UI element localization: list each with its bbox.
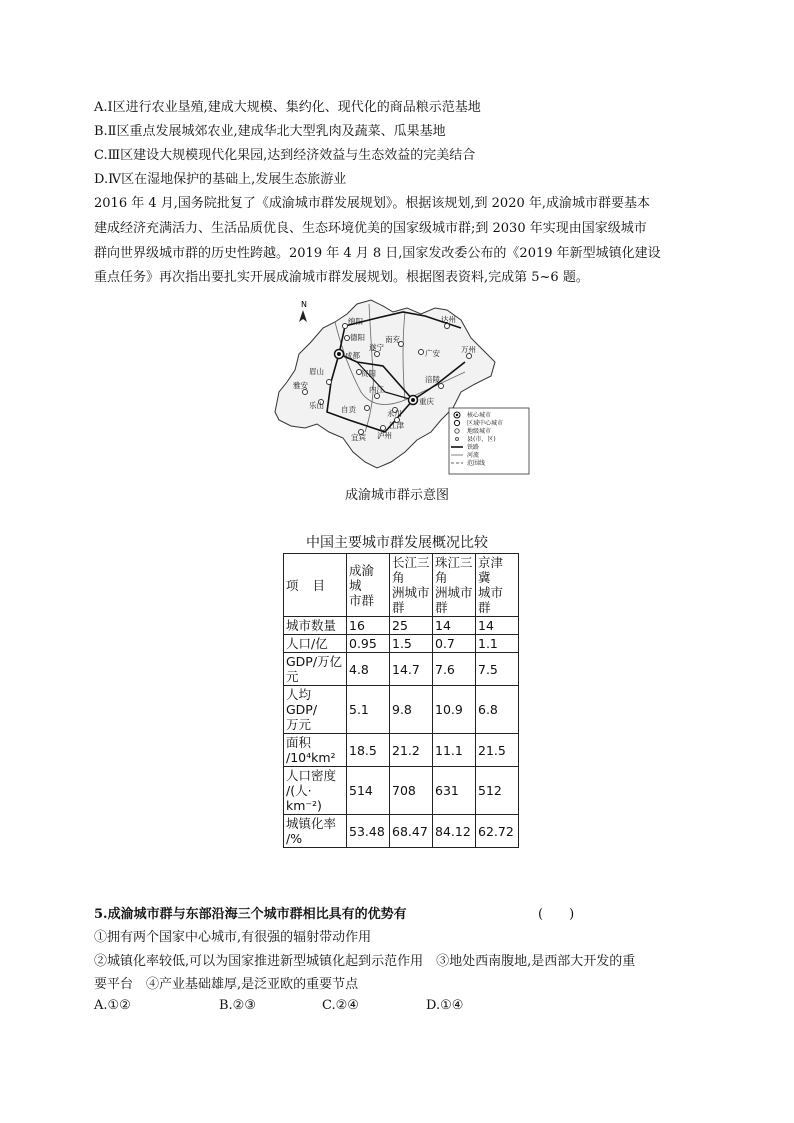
city-label: 雅安: [293, 381, 308, 390]
answer-bracket: ( ): [538, 907, 575, 922]
intro-line-3: 群向世界级城市群的历史性跨越。2019 年 4 月 8 日,国家发改委公布的《2019 年新型城镇化建设: [94, 246, 661, 261]
city-marker-chengdu-dot: [337, 352, 341, 356]
table-cell: 18.5: [347, 734, 390, 767]
north-arrow-icon: [299, 310, 307, 322]
table-cell: 62.72: [476, 815, 519, 848]
table-cell: 514: [347, 767, 390, 815]
table-row: [284, 686, 519, 734]
city-label: 江津: [389, 421, 404, 430]
north-label: N: [301, 300, 307, 309]
column-header: 成渝 城 市群: [347, 554, 390, 617]
city-marker-chongqing-dot: [411, 398, 415, 402]
intro-line-2: 建成经济充满活力、生活品质优良、生态环境优美的国家级城市群;到 2030 年实现由国家级城市: [94, 221, 647, 236]
choice-d: D.①④: [426, 998, 464, 1013]
table-cell: 9.8: [390, 686, 433, 734]
row-label: 面积 /10⁴km²: [284, 734, 347, 767]
choice-b: B.②③: [219, 998, 256, 1013]
row-label: 人口/亿: [284, 635, 347, 653]
table-corner-cell: 项目: [284, 554, 347, 617]
city-label: 德阳: [350, 333, 365, 342]
statement-1: ①拥有两个国家中心城市,有很强的辐射带动作用: [94, 930, 372, 945]
city-label: 自贡: [341, 405, 356, 414]
intro-line-1: 2016 年 4 月,国务院批复了《成渝城市群发展规划》。根据该规划,到 2020 年,成渝城市群要基本: [94, 196, 650, 211]
option-c-prev: C.Ⅲ区建设大规模现代化果园,达到经济效益与生态效益的完美结合: [94, 148, 476, 163]
row-label: 人口密度 /(人· km⁻²): [284, 767, 347, 815]
table-cell: 84.12: [433, 815, 476, 848]
table-title: 中国主要城市群发展概况比较: [306, 535, 488, 551]
city-label: 资阳: [361, 369, 376, 378]
table-row: [284, 635, 519, 653]
table-cell: 631: [433, 767, 476, 815]
table-cell: 11.1: [433, 734, 476, 767]
legend-label: 县(市、区): [467, 436, 496, 443]
row-label: 人均 GDP/ 万元: [284, 686, 347, 734]
choice-c: C.②④: [322, 998, 359, 1013]
question-5-stem: 5.成渝城市群与东部沿海三个城市群相比具有的优势有: [94, 907, 407, 922]
table-cell: 512: [476, 767, 519, 815]
table-header-row: [284, 554, 519, 617]
table-cell: 14.7: [390, 653, 433, 686]
table-row: [284, 734, 519, 767]
city-label: 内江: [369, 385, 384, 394]
city-label: 泸州: [377, 431, 392, 440]
column-header: 珠江三 角 洲城市 群: [433, 554, 476, 617]
table-cell: 53.48: [347, 815, 390, 848]
table-row: [284, 617, 519, 635]
map-legend: [449, 408, 529, 474]
statement-3: 要平台 ④产业基础雄厚,是泛亚欧的重要节点: [94, 977, 359, 992]
intro-line-4: 重点任务》再次指出要扎实开展成渝城市群发展规划。根据图表资料,完成第 5~6 题。: [94, 270, 589, 285]
legend-label: 河流: [467, 452, 480, 459]
table-cell: 4.8: [347, 653, 390, 686]
table-cell: 14: [476, 617, 519, 635]
city-label: 成都: [345, 351, 360, 360]
table-cell: 21.2: [390, 734, 433, 767]
city-label: 南充: [385, 335, 400, 344]
choice-a: A.①②: [94, 998, 131, 1013]
table-cell: 21.5: [476, 734, 519, 767]
city-label: 遂宁: [369, 343, 384, 352]
table-row: [284, 815, 519, 848]
city-label: 广安: [425, 349, 440, 358]
column-header: 京津 冀 城市 群: [476, 554, 519, 617]
table-cell: 5.1: [347, 686, 390, 734]
option-d-prev: D.Ⅳ区在湿地保护的基础上,发展生态旅游业: [94, 172, 347, 187]
city-label: 宜宾: [351, 433, 366, 442]
table-cell: 7.5: [476, 653, 519, 686]
legend-label: 区域中心城市: [467, 420, 504, 427]
row-label: GDP/万亿 元: [284, 653, 347, 686]
city-label: 绵阳: [348, 317, 363, 326]
option-b-prev: B.Ⅱ区重点发展城郊农业,建成华北大型乳肉及蔬菜、瓜果基地: [94, 124, 446, 139]
chengyu-map: [265, 292, 531, 476]
table-cell: 16: [347, 617, 390, 635]
statement-2: ②城镇化率较低,可以为国家推进新型城镇化起到示范作用 ③地处西南腹地,是西部大开发的重: [94, 954, 636, 969]
table-cell: 0.95: [347, 635, 390, 653]
table-cell: 25: [390, 617, 433, 635]
table-row: [284, 653, 519, 686]
city-label: 乐山: [309, 401, 324, 410]
row-label: 城镇化率 /%: [284, 815, 347, 848]
legend-label: 铁路: [467, 444, 480, 451]
city-label: 达州: [441, 315, 456, 324]
column-header: 长江三 角 洲城市 群: [390, 554, 433, 617]
city-label: 眉山: [309, 367, 324, 376]
table-cell: 68.47: [390, 815, 433, 848]
city-label: 涪陵: [425, 375, 440, 384]
legend-label: 核心城市: [467, 412, 492, 419]
city-label: 重庆: [419, 397, 434, 406]
row-label: 城市数量: [284, 617, 347, 635]
table-cell: 0.7: [433, 635, 476, 653]
city-label: 万州: [461, 345, 476, 354]
map-caption: 成渝城市群示意图: [344, 488, 449, 503]
table-row: [284, 767, 519, 815]
table-cell: 708: [390, 767, 433, 815]
comparison-table: [283, 553, 519, 848]
legend-label: 范围线: [467, 460, 486, 467]
table-cell: 6.8: [476, 686, 519, 734]
table-cell: 7.6: [433, 653, 476, 686]
table-cell: 14: [433, 617, 476, 635]
city-label: 永川: [387, 409, 402, 418]
option-a-prev: A.Ⅰ区进行农业垦殖,建成大规模、集约化、现代化的商品粮示范基地: [94, 100, 481, 115]
legend-label: 地级城市: [467, 428, 492, 435]
table-cell: 10.9: [433, 686, 476, 734]
table-cell: 1.5: [390, 635, 433, 653]
table-cell: 1.1: [476, 635, 519, 653]
